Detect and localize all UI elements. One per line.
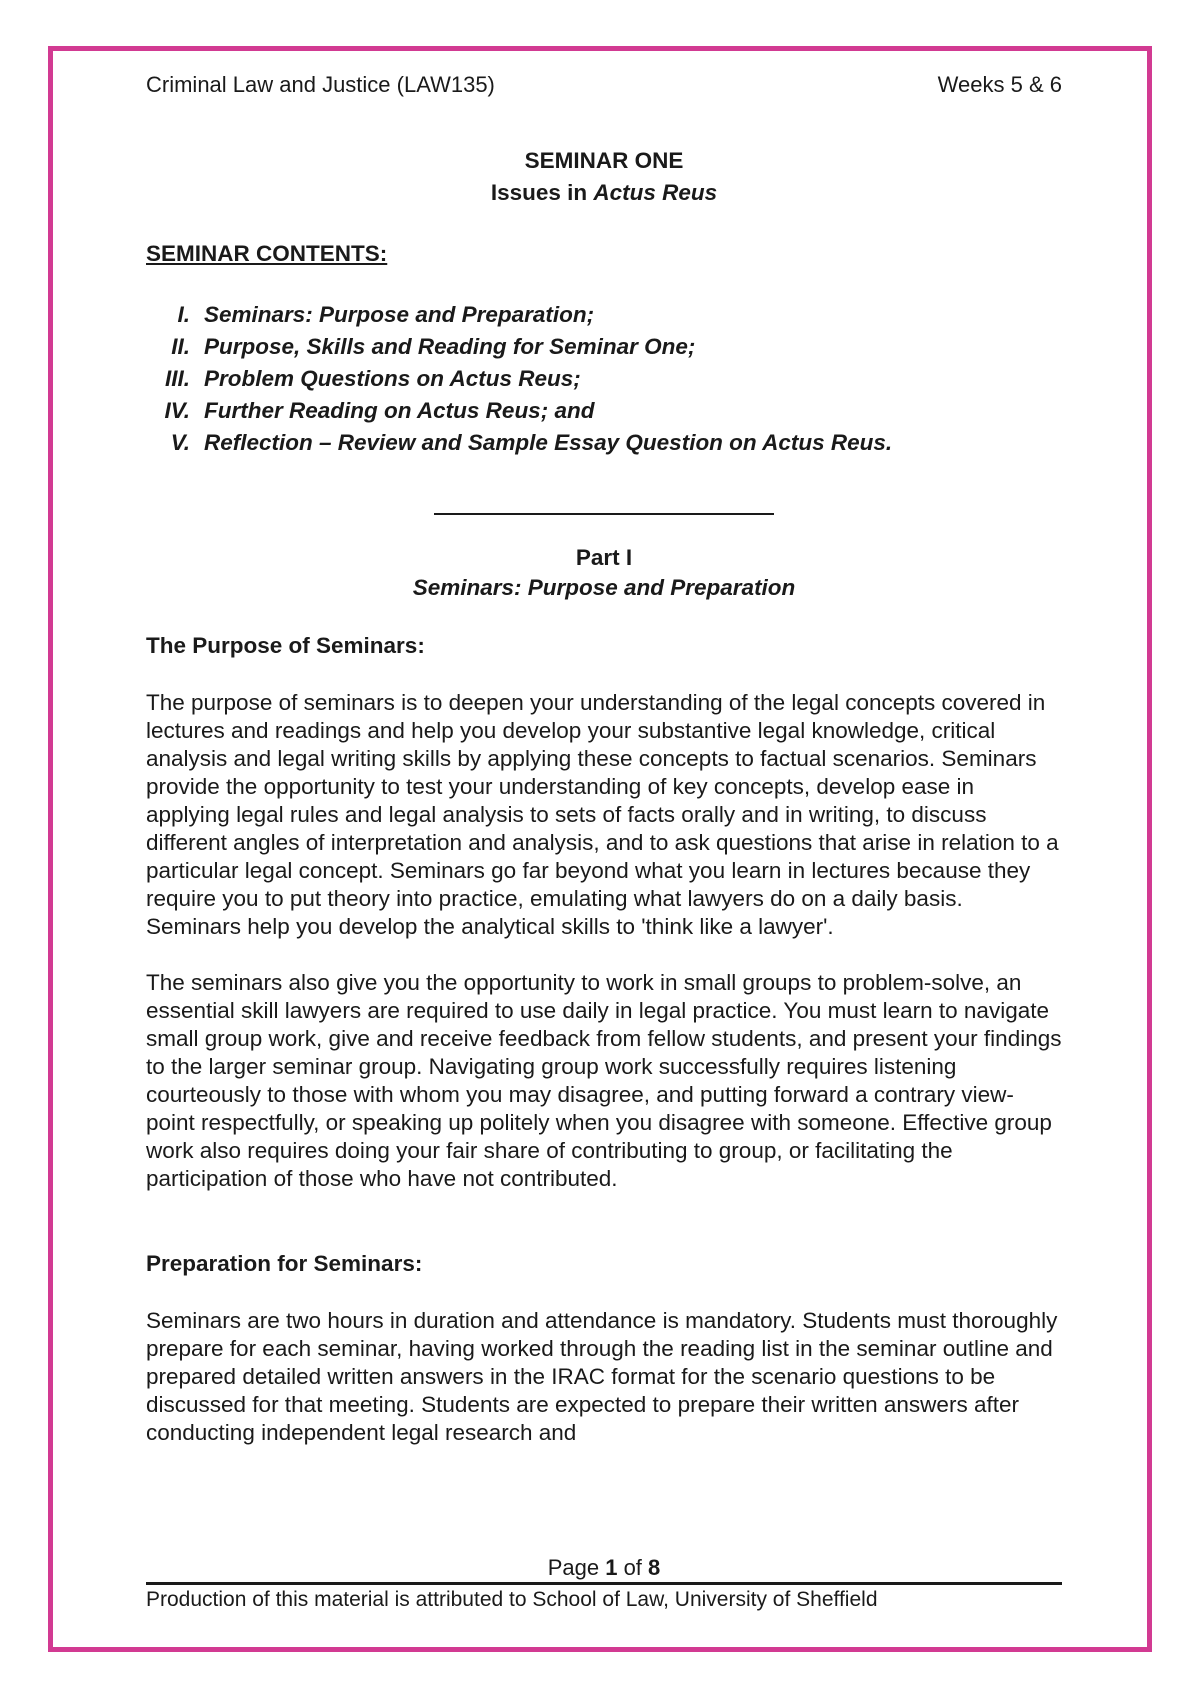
seminar-title: SEMINAR ONE — [524, 148, 684, 173]
list-item — [146, 427, 1062, 459]
subtitle-italic: Actus Reus — [593, 180, 718, 205]
toc-text: Purpose, Skills and Reading for Seminar One; — [204, 334, 696, 359]
toc-number: V. — [170, 430, 190, 455]
subtitle-prefix: Issues in — [490, 180, 594, 205]
page-current: 1 — [605, 1555, 618, 1580]
toc-text: Seminars: Purpose and Preparation; — [204, 302, 595, 327]
seminar-subtitle — [146, 177, 1062, 209]
toc-number: III. — [164, 366, 190, 391]
page-number — [146, 1555, 1062, 1581]
preparation-paragraph-1: Seminars are two hours in duration and attendance is mandatory. Students must thoroughly prepare for each seminar, having worked through the reading list in the seminar outline and prepared detailed written answers in the IRAC format for the scenario questions to be discussed for that meeting. Students are expected to prepare their written answers after conducting independent legal research and — [146, 1308, 1058, 1445]
preparation-heading: Preparation for Seminars: — [146, 1251, 423, 1276]
toc-number: IV. — [164, 398, 190, 423]
list-item — [146, 299, 1062, 331]
toc-text: Reflection – Review and Sample Essay Question on Actus Reus. — [204, 430, 893, 455]
toc-text: Problem Questions on Actus Reus; — [204, 366, 581, 391]
seminar-title-block — [146, 145, 1062, 209]
toc-number: II. — [171, 334, 190, 359]
course-title: Criminal Law and Justice (LAW135) — [146, 72, 495, 97]
part-title: Part I — [575, 545, 633, 570]
toc-number: I. — [177, 302, 190, 327]
contents-heading: SEMINAR CONTENTS: — [146, 241, 388, 266]
contents-list — [146, 299, 1062, 459]
page-prefix: Page — [547, 1555, 606, 1580]
footer-divider — [146, 1582, 1062, 1585]
purpose-paragraph-2: The seminars also give you the opportunity to work in small groups to problem-solve, an essential skill lawyers are required to use daily in legal practice. You must learn to navigate small group work, give and receive feedback from fellow students, and present your findings to the larger seminar group. Navigating group work successfully requires listening courteously to those with whom you may disagree, and putting forward a contrary view-point respectfully, or speaking up politely when you disagree with someone. Effective group work also requires doing your fair share of contributing to group, or facilitating the participation of those who have not contributed. — [146, 970, 1062, 1191]
page-of: of — [617, 1555, 649, 1580]
purpose-heading: The Purpose of Seminars: — [146, 633, 425, 658]
footer-attribution: Production of this material is attributed to School of Law, University of Sheffield — [146, 1588, 878, 1611]
toc-text: Further Reading on Actus Reus; and — [204, 398, 595, 423]
part-subtitle: Seminars: Purpose and Preparation — [412, 575, 796, 600]
section-divider — [434, 513, 774, 515]
list-item — [146, 363, 1062, 395]
list-item — [146, 395, 1062, 427]
page-total: 8 — [648, 1555, 661, 1580]
part-heading-block — [146, 543, 1062, 603]
list-item — [146, 331, 1062, 363]
purpose-paragraph-1: The purpose of seminars is to deepen your understanding of the legal concepts covered in lectures and readings and help you develop your substantive legal knowledge, critical analysis and legal writing skills by applying these concepts to factual scenarios. Seminars provide the opportunity to test your understanding of key concepts, develop ease in applying legal rules and legal analysis to sets of facts orally and in writing, to discuss different angles of interpretation and analysis, and to ask questions that arise in relation to a particular legal concept. Seminars go far beyond what you learn in lectures because they require you to put theory into practice, emulating what lawyers do on a daily basis. Seminars help you develop the analytical skills to 'think like a lawyer'. — [146, 690, 1059, 939]
weeks-label: Weeks 5 & 6 — [937, 72, 1062, 97]
document-body — [146, 145, 1062, 1447]
page-header — [146, 72, 1062, 98]
